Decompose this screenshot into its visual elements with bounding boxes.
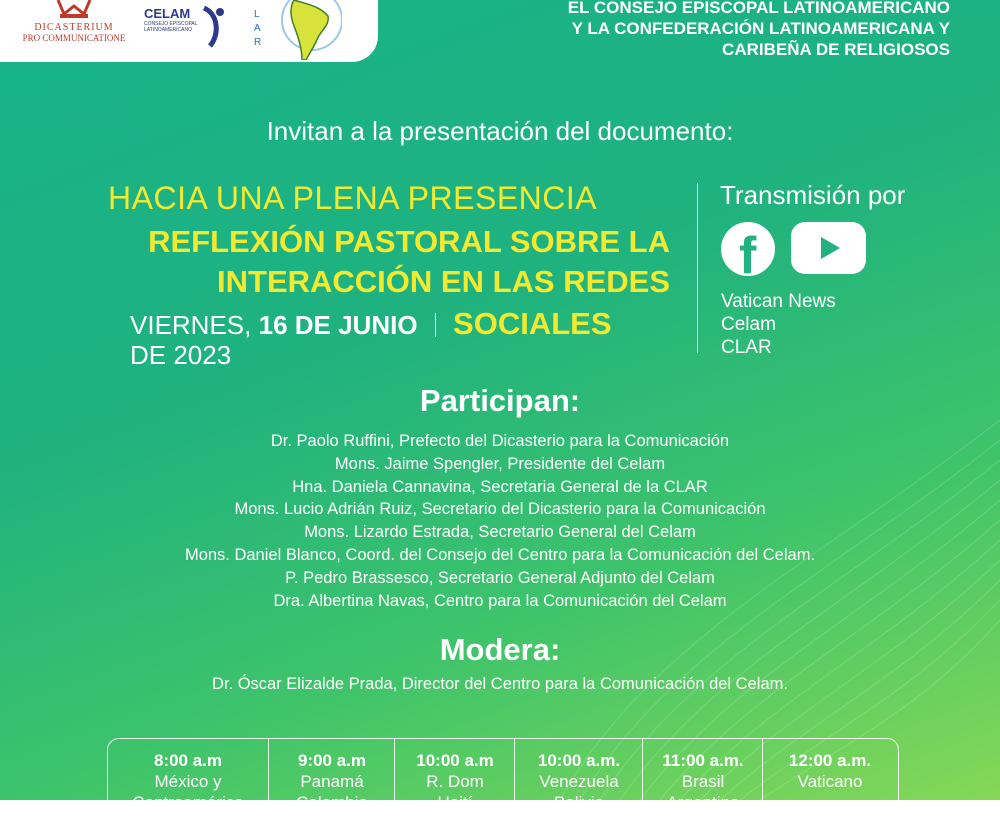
organizer-line-3: CARIBEÑA DE RELIGIOSOS (722, 40, 950, 59)
schedule-table (107, 738, 899, 820)
participant-item: Hna. Daniela Cannavina, Secretaria General de la CLAR (292, 477, 708, 496)
schedule-time: 8:00 a.m (153, 751, 223, 770)
vertical-divider (697, 183, 698, 353)
participant-item: P. Pedro Brassesco, Secretario General Adjunto del Celam (285, 568, 715, 587)
moderator-name: Dr. Óscar Elizalde Prada, Director del Centro para la Comunicación del Celam. (212, 675, 788, 693)
schedule-place: México y (154, 772, 222, 791)
celam-logo (144, 6, 224, 56)
channel-celam: Celam (721, 314, 776, 335)
schedule-time: 10:00 a.m (416, 751, 494, 770)
dicastery-line1: DICASTERIUM (34, 22, 114, 33)
participant-item: Mons. Lucio Adrián Ruiz, Secretario del Dicasterio para la Comunicación (234, 500, 766, 519)
date-separator (435, 313, 436, 337)
schedule-place: Centroamérica (132, 793, 244, 812)
document-title-line4: SOCIALES (453, 306, 612, 341)
moderator-heading: Modera: (439, 632, 561, 667)
participant-item: Mons. Lizardo Estrada, Secretario General del Celam (304, 523, 696, 542)
schedule-column (642, 739, 763, 819)
event-day-month: 16 DE JUNIO (258, 310, 418, 340)
schedule-column (762, 739, 897, 819)
participant-item: Dr. Paolo Ruffini, Prefecto del Dicasterio para la Comunicación (270, 432, 730, 450)
schedule-column (268, 739, 395, 819)
organizer-line-2: Y LA CONFEDERACIÓN LATINOAMERICANA Y (571, 19, 950, 38)
dicastery-emblem-icon (54, 0, 94, 20)
schedule-place: R. Dom (426, 772, 484, 791)
schedule-place: Colombia (296, 793, 368, 812)
schedule-time: 11:00 a.m. (662, 751, 744, 770)
document-title-line3: INTERACCIÓN EN LAS REDES (217, 264, 670, 299)
schedule-place: Bolivia (553, 793, 605, 812)
participant-item: Mons. Jaime Spengler, Presidente del Celam (334, 454, 666, 473)
participant-item: Dra. Albertina Navas, Centro para la Comunicación del Celam (273, 591, 727, 610)
event-date (130, 306, 612, 342)
invite-text: Invitan a la presentación del documento: (266, 116, 734, 146)
schedule-place: Brasil (681, 772, 725, 791)
facebook-icon[interactable]: f (721, 222, 775, 276)
schedule-column (514, 739, 643, 819)
channel-vatican-news: Vatican News (721, 291, 836, 312)
logo-card (0, 0, 378, 62)
stream-title: Transmisión por (720, 180, 906, 210)
south-america-map-icon (272, 0, 342, 60)
clar-logo (250, 0, 350, 60)
celam-name: CELAM (144, 6, 191, 21)
schedule-column (108, 739, 268, 819)
participants-list (0, 430, 1000, 612)
schedule-place: Vaticano (797, 772, 863, 791)
document-subtitle (148, 222, 670, 302)
participants-heading: Participan: (419, 383, 581, 418)
schedule-time: 12:00 a.m. (788, 751, 872, 770)
celam-emblem-icon (200, 4, 226, 48)
organizer-line-1: EL CONSEJO EPISCOPAL LATINOAMERICANO (567, 0, 950, 17)
document-title-line1: HACIA UNA PLENA PRESENCIA (108, 180, 598, 216)
schedule-column (394, 739, 515, 819)
dicastery-line2: PRO COMMUNICATIONE (22, 33, 126, 43)
schedule-time: 10:00 a.m. (537, 751, 621, 770)
organizers-heading (568, 0, 950, 60)
dicastery-logo (22, 0, 126, 58)
stream-channels (721, 290, 836, 359)
event-year: DE 2023 (130, 340, 232, 370)
schedule-place: Panamá (300, 772, 364, 791)
event-weekday: VIERNES, (130, 310, 252, 340)
schedule-time: 9:00 a.m (297, 751, 367, 770)
document-title-line2: REFLEXIÓN PASTORAL SOBRE LA (148, 224, 670, 259)
participant-item: Mons. Daniel Blanco, Coord. del Consejo del Centro para la Comunicación del Celam. (184, 545, 816, 564)
celam-sub: CONSEJO EPISCOPAL LATINOAMERICANO (144, 21, 198, 33)
schedule-place: Venezuela (539, 772, 619, 791)
schedule-place: Argentina (666, 793, 740, 812)
youtube-icon[interactable] (791, 222, 866, 274)
clar-letters: L A R (254, 9, 262, 48)
channel-clar: CLAR (721, 337, 772, 358)
schedule-place: Haití (437, 793, 473, 812)
